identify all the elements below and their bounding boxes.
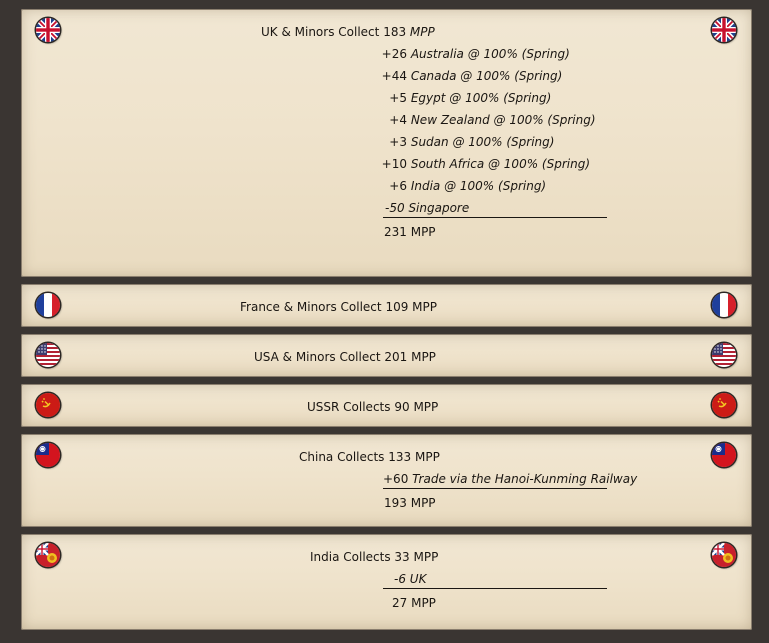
total-amount: 193 MPP [384, 496, 436, 510]
entry-text: Australia @ 100% (Spring) [410, 47, 570, 61]
panel-heading [261, 24, 435, 40]
entry-amount: +5 [389, 91, 407, 105]
sum-rule [383, 488, 607, 489]
income-entry [381, 178, 546, 194]
collect-amount: 33 [394, 550, 410, 564]
sum-rule [383, 588, 607, 589]
entry-amount: -6 [394, 572, 406, 586]
entry-amount: +60 [383, 472, 409, 486]
entry-amount: +44 [381, 69, 407, 83]
collect-amount: 133 [388, 450, 412, 464]
entry-text: India @ 100% (Spring) [410, 179, 547, 193]
panel-title: India Collects [310, 550, 391, 564]
collect-unit: MPP [411, 350, 436, 364]
income-entry [381, 46, 570, 62]
collect-unit: MPP [412, 300, 437, 314]
india-flag-icon [36, 543, 60, 567]
entry-amount: +6 [389, 179, 407, 193]
entry-text: New Zealand @ 100% (Spring) [410, 113, 596, 127]
panel-ussr [21, 384, 752, 427]
panel-heading [310, 549, 438, 565]
ussr-flag-icon [712, 393, 736, 417]
income-entry [381, 68, 562, 84]
panel-uk [21, 9, 752, 277]
entry-text: UK [409, 572, 427, 586]
collect-unit: MPP [413, 400, 439, 414]
entry-text: South Africa @ 100% (Spring) [410, 157, 591, 171]
panel-heading [299, 449, 440, 465]
entry-text: Canada @ 100% (Spring) [410, 69, 563, 83]
china-flag-icon [36, 443, 60, 467]
collect-unit: MPP [413, 550, 439, 564]
panel-heading [307, 399, 438, 415]
panel-india [21, 534, 752, 630]
entry-amount: +26 [381, 47, 407, 61]
usa-flag-icon [712, 343, 736, 367]
entry-text: Egypt @ 100% (Spring) [410, 91, 552, 105]
collect-amount: 201 [384, 350, 408, 364]
panel-title: China Collects [299, 450, 385, 464]
panel-title: USSR Collects [307, 400, 391, 414]
panel-title: France & Minors Collect [240, 300, 382, 314]
income-entry [394, 571, 426, 587]
panel-france [21, 284, 752, 327]
income-entry [381, 112, 596, 128]
collect-amount: 90 [394, 400, 410, 414]
entry-amount: -50 [385, 201, 405, 215]
india-flag-icon [712, 543, 736, 567]
china-flag-icon [712, 443, 736, 467]
income-entry [381, 90, 551, 106]
total-amount: 231 MPP [384, 225, 436, 239]
ussr-flag-icon [36, 393, 60, 417]
entry-amount: +3 [389, 135, 407, 149]
france-flag-icon [712, 293, 736, 317]
collect-unit: MPP [414, 450, 440, 464]
entry-amount: +4 [389, 113, 407, 127]
entry-text: Trade via the Hanoi-Kunming Railway [412, 472, 638, 486]
income-entry [381, 156, 590, 172]
sum-rule [383, 217, 607, 218]
entry-text: Singapore [408, 201, 470, 215]
entry-amount: +10 [381, 157, 407, 171]
uk-flag-icon [712, 18, 736, 42]
panel-china [21, 434, 752, 527]
uk-flag-icon [36, 18, 60, 42]
france-flag-icon [36, 293, 60, 317]
panel-title: UK & Minors Collect [261, 25, 380, 39]
entry-text: Sudan @ 100% (Spring) [410, 135, 555, 149]
panel-usa [21, 334, 752, 377]
collect-amount: 109 [385, 300, 409, 314]
collect-unit: MPP [409, 25, 435, 39]
panel-heading [254, 349, 436, 365]
income-entry [381, 134, 554, 150]
income-entry [385, 200, 469, 216]
collect-amount: 183 [383, 25, 407, 39]
income-entry [383, 471, 637, 487]
panel-heading [240, 299, 437, 315]
usa-flag-icon [36, 343, 60, 367]
total-amount: 27 MPP [392, 596, 436, 610]
panel-title: USA & Minors Collect [254, 350, 381, 364]
